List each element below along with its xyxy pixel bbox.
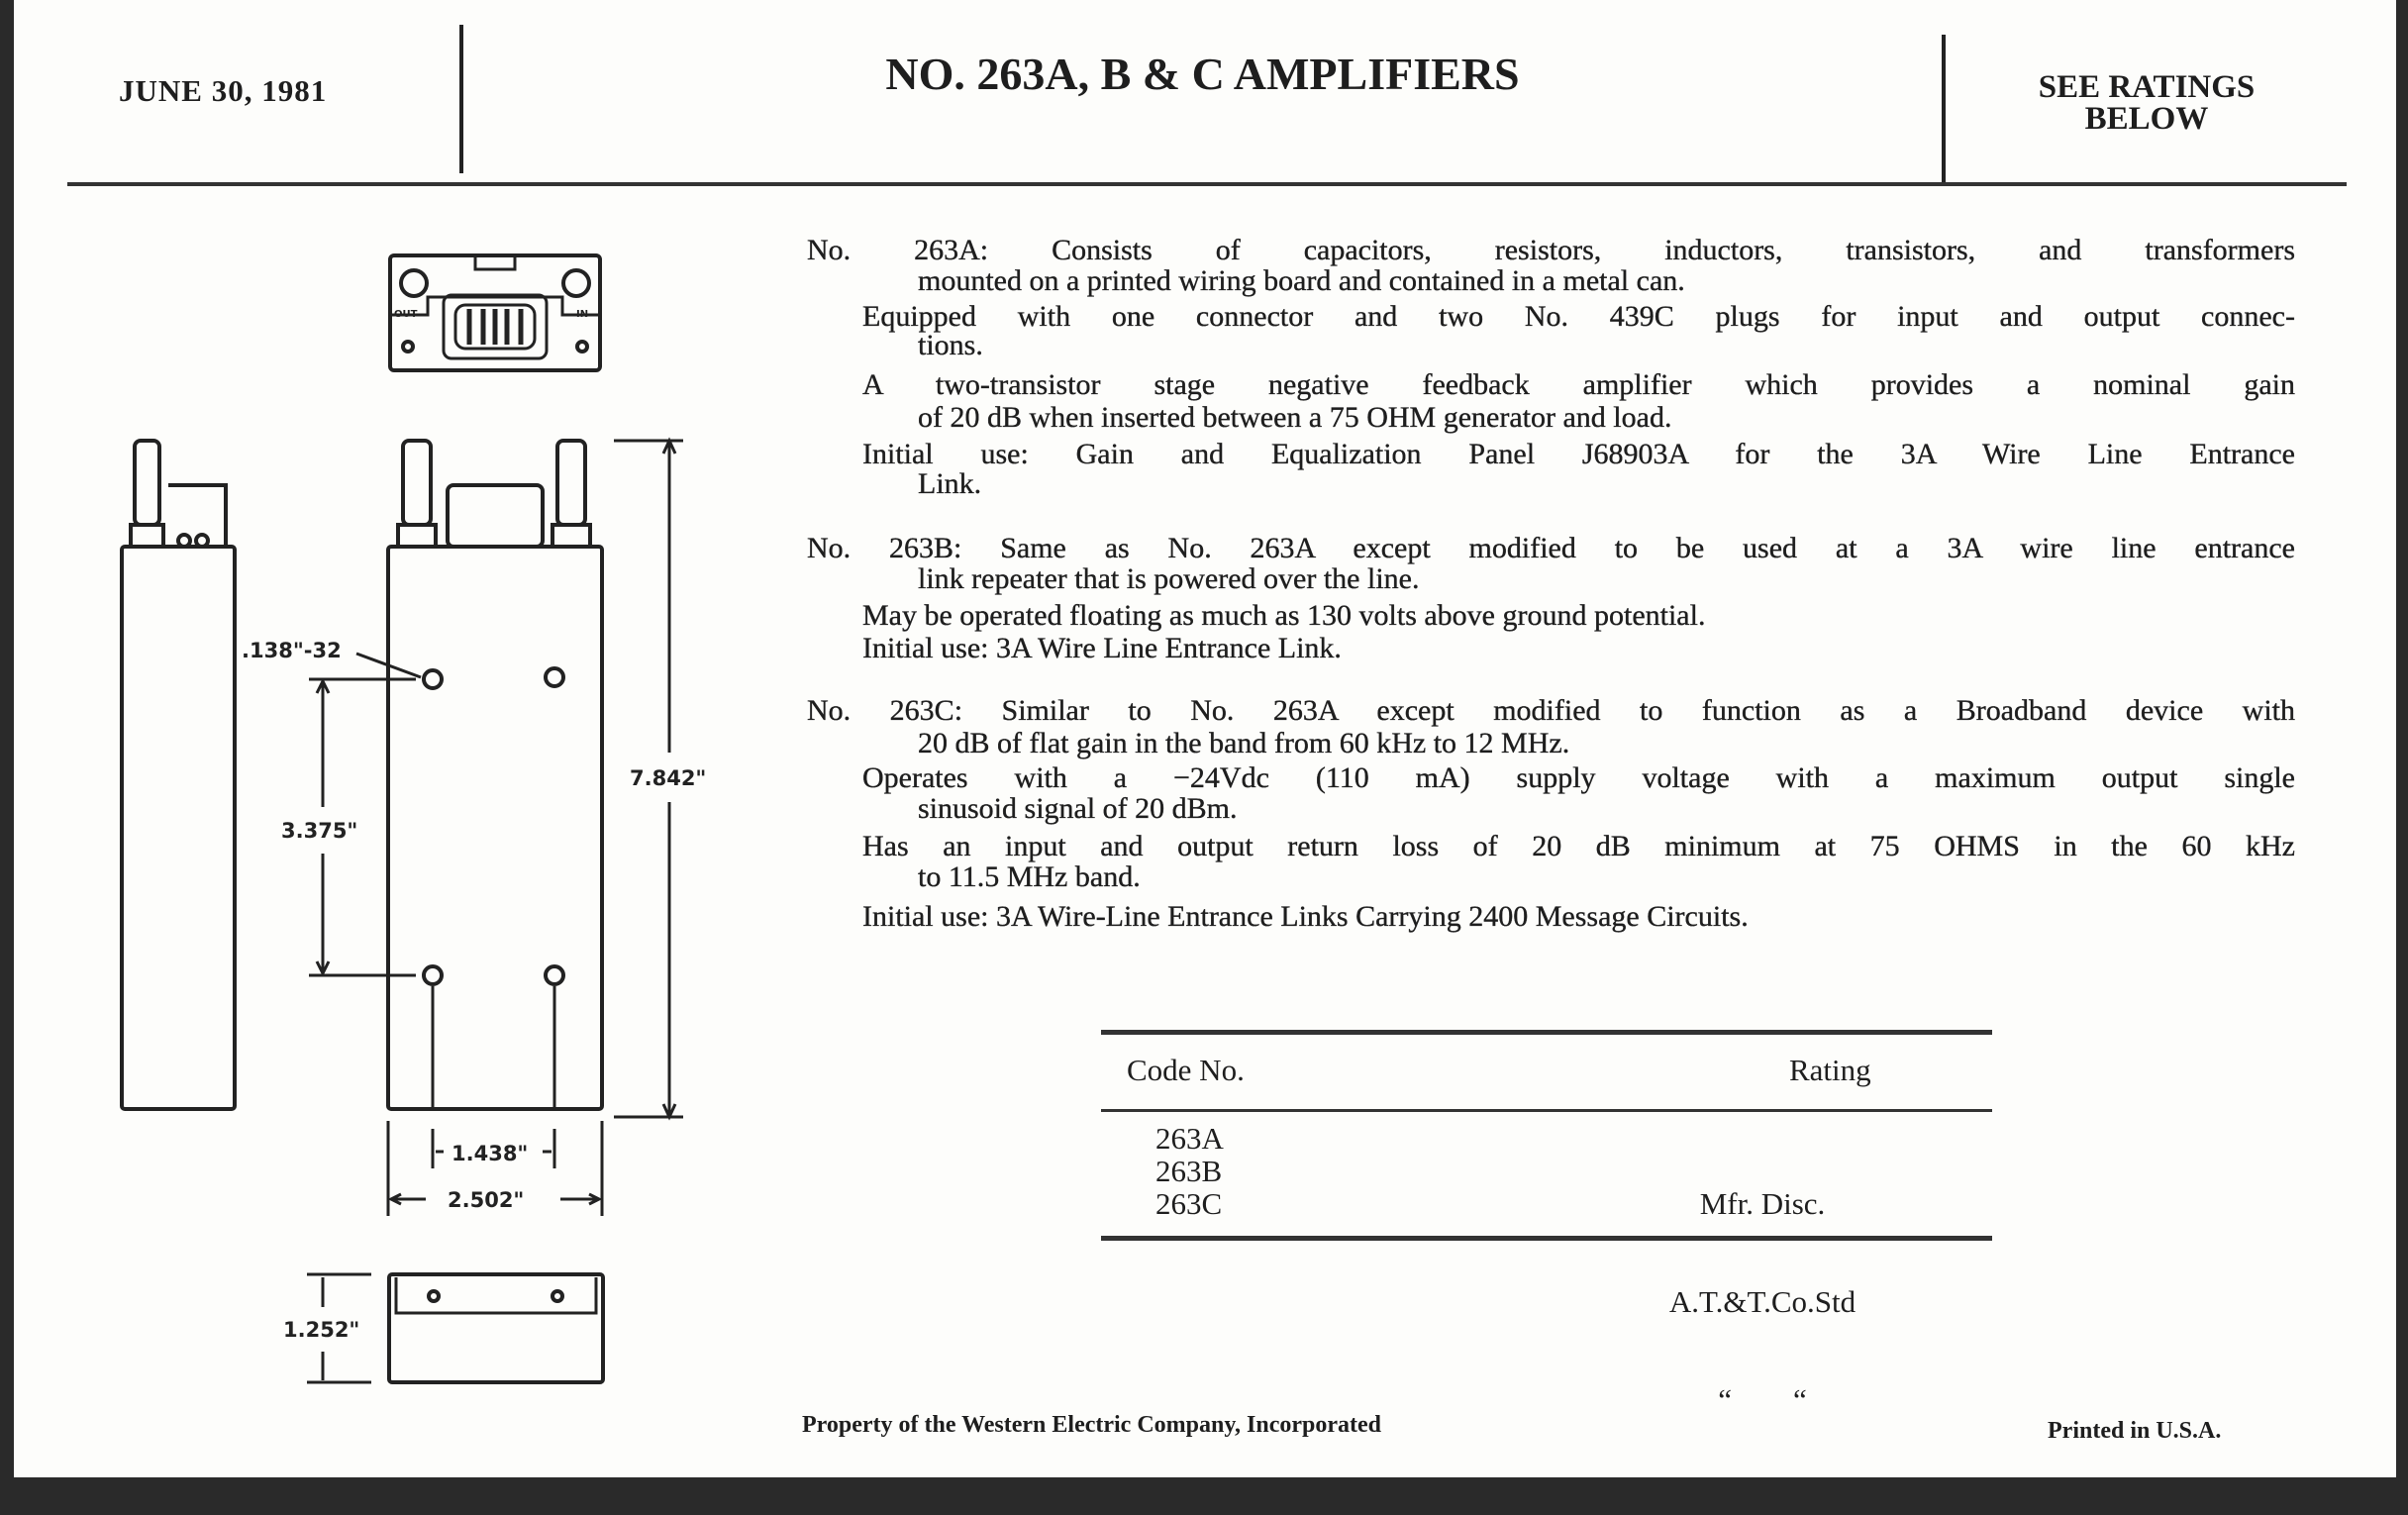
item-detail-line: A two-transistor stage negative feedback amplifier which provides a nominal gain (862, 368, 2295, 401)
width-label: 2.502" (448, 1188, 525, 1212)
connector-in-label: IN (576, 309, 589, 320)
ratings-note-line2: BELOW (2084, 101, 2209, 137)
item-detail-line: tions. (918, 329, 983, 361)
column-header-rating: Rating (1789, 1053, 1871, 1087)
item-detail-line: Equipped with one connector and two No. 439C plugs for input and output connec- (862, 300, 2295, 333)
depth-label: 1.252" (283, 1318, 360, 1342)
item-detail-line: May be operated floating as much as 130 volts above ground potential. (862, 599, 1706, 632)
item-detail-line: of 20 dB when inserted between a 75 OHM generator and load. (918, 401, 1672, 434)
item-description-line: No. 263A: Consists of capacitors, resistors, inductors, transistors, and transformers (807, 234, 2295, 266)
hole-spacing-vertical-label: 3.375" (281, 819, 358, 843)
table-cell-code: 263B (1155, 1154, 1223, 1188)
scan-edge-right (2396, 0, 2408, 1515)
dimension-lines (307, 441, 683, 1382)
bottom-view (389, 1274, 603, 1382)
issue-date: JUNE 30, 1981 (119, 73, 328, 108)
scan-edge-bottom (0, 1477, 2408, 1515)
footer-property: Property of the Western Electric Company, Incorporated (802, 1412, 1382, 1438)
item-description-line: 20 dB of flat gain in the band from 60 kHz to 12 MHz. (918, 727, 1570, 759)
ratings-note (1944, 71, 2350, 135)
side-view (122, 441, 235, 1109)
page-title: NO. 263A, B & C AMPLIFIERS (885, 49, 1520, 99)
table-cell-code: 263C (1155, 1186, 1223, 1221)
item-detail-line: Initial use: 3A Wire Line Entrance Link. (862, 632, 1342, 664)
hole-spacing-horizontal-label: 1.438" (452, 1142, 529, 1165)
item-detail-line: to 11.5 MHz band. (918, 860, 1141, 893)
item-detail-line: Operates with a −24Vdc (110 mA) supply voltage with a maximum output single (862, 761, 2295, 794)
table-cell-rating: A.T.&T.Co.Std (1668, 1284, 1856, 1319)
table-cell-code: 263A (1155, 1121, 1224, 1156)
item-description-line: mounted on a printed wiring board and contained in a metal can. (918, 264, 1685, 297)
item-detail-line: Link. (918, 467, 982, 500)
item-description-line: No. 263C: Similar to No. 263A except modified to function as a Broadband device with (807, 694, 2295, 727)
connector-top-view (390, 255, 600, 370)
item-detail-line: Has an input and output return loss of 20 dB minimum at 75 OHMS in the 60 kHz (862, 830, 2295, 862)
table-cell-rating: Mfr. Disc. (1699, 1186, 1826, 1221)
table-cell-rating: “ “ (1718, 1382, 1807, 1417)
table-bottom-rule (1101, 1236, 1992, 1241)
overall-height-label: 7.842" (630, 766, 707, 790)
front-view (388, 441, 602, 1109)
table-top-rule (1101, 1030, 1992, 1035)
item-description-line: No. 263B: Same as No. 263A except modified to be used at a 3A wire line entrance (807, 532, 2295, 564)
table-ratings (1604, 1122, 1921, 1449)
item-detail-line: Initial use: Gain and Equalization Panel J68903A for the 3A Wire Line Entrance (862, 438, 2295, 470)
table-codes (1155, 1122, 1224, 1220)
thread-size-label: .138"-32 (242, 639, 342, 662)
item-detail-line: Initial use: 3A Wire-Line Entrance Links Carrying 2400 Message Circuits. (862, 900, 1749, 933)
column-header-code: Code No. (1127, 1053, 1245, 1087)
amplifier-drawing (0, 0, 752, 1446)
table-header-rule (1101, 1109, 1992, 1112)
footer-printed: Printed in U.S.A. (2048, 1418, 2222, 1444)
item-detail-line: sinusoid signal of 20 dBm. (918, 792, 1238, 825)
connector-out-label: OUT (394, 309, 418, 320)
item-description-line: link repeater that is powered over the line. (918, 562, 1420, 595)
ratings-note-line1: SEE RATINGS (2038, 69, 2256, 105)
